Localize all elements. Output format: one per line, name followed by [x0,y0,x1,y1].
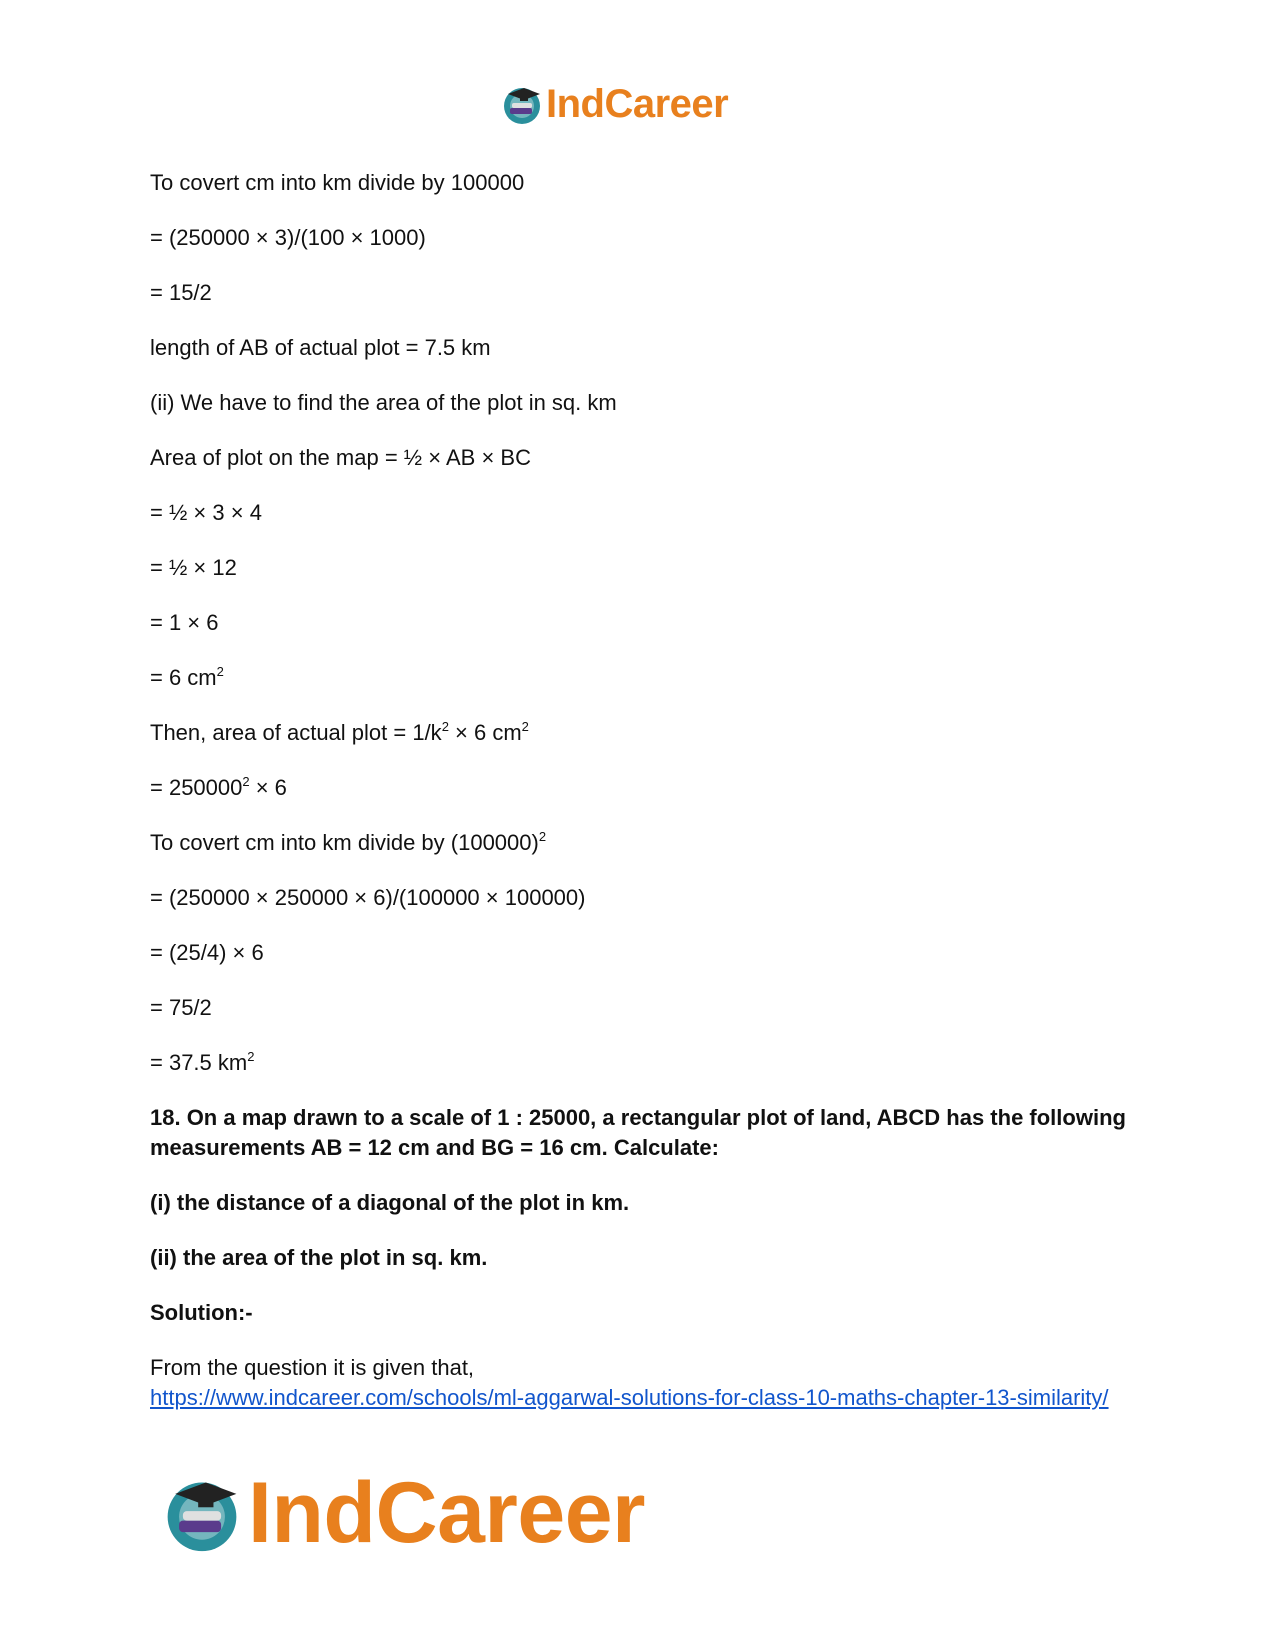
solution-label: Solution:- [150,1300,253,1325]
logo-text: IndCareer [248,1464,645,1561]
question-part-i: (i) the distance of a diagonal of the plot in km. [150,1190,630,1215]
question-title: 18. On a map drawn to a scale of 1 : 25000, a rectangular plot of land, ABCD has the following measurements AB = 12 cm and BG = 16 cm. Calculate: [150,1105,1126,1160]
footer-logo [160,1464,645,1561]
graduation-cap-globe-icon [160,1471,244,1555]
text-line: = (25/4) × 6 [150,940,264,965]
text-line: (ii) We have to find the area of the plot in sq. km [150,390,617,415]
source-link[interactable]: https://www.indcareer.com/schools/ml-aggarwal-solutions-for-class-10-maths-chapter-13-similarity/ [150,1385,1109,1410]
text-line: = (250000 × 3)/(100 × 1000) [150,225,426,250]
text-line: Then, area of actual plot = $1/k^2 \times 6$ $cm^2$ [150,719,529,745]
graduation-cap-globe-icon [500,82,544,126]
logo-text: IndCareer [546,81,729,126]
text-line: Area of plot on the map = ½ × AB × BC [150,445,531,470]
text-line: = $250000^2 \times 6$ [150,774,287,800]
header-logo [500,80,728,128]
question-part-ii: (ii) the area of the plot in sq. km. [150,1245,488,1270]
text-line: = (250000 × 250000 × 6)/(100000 × 100000) [150,885,586,910]
text-line: To covert cm into km divide by $(100000)^2$ [150,829,547,855]
text-line: = ½ × 3 × 4 [150,500,262,525]
text-line: length of AB of actual plot = 7.5 km [150,335,491,360]
text-line: = 75/2 [150,995,212,1020]
text-line: = 15/2 [150,280,212,305]
text-line: To covert cm into km divide by 100000 [150,170,525,195]
text-line: = 37.5 $km^2$ [150,1049,255,1075]
document-body [150,168,1140,1413]
given-text: From the question it is given that, [150,1355,475,1380]
text-line: = 6 $cm^2$ [150,664,224,690]
text-line: = 1 × 6 [150,610,219,635]
text-line: = ½ × 12 [150,555,237,580]
